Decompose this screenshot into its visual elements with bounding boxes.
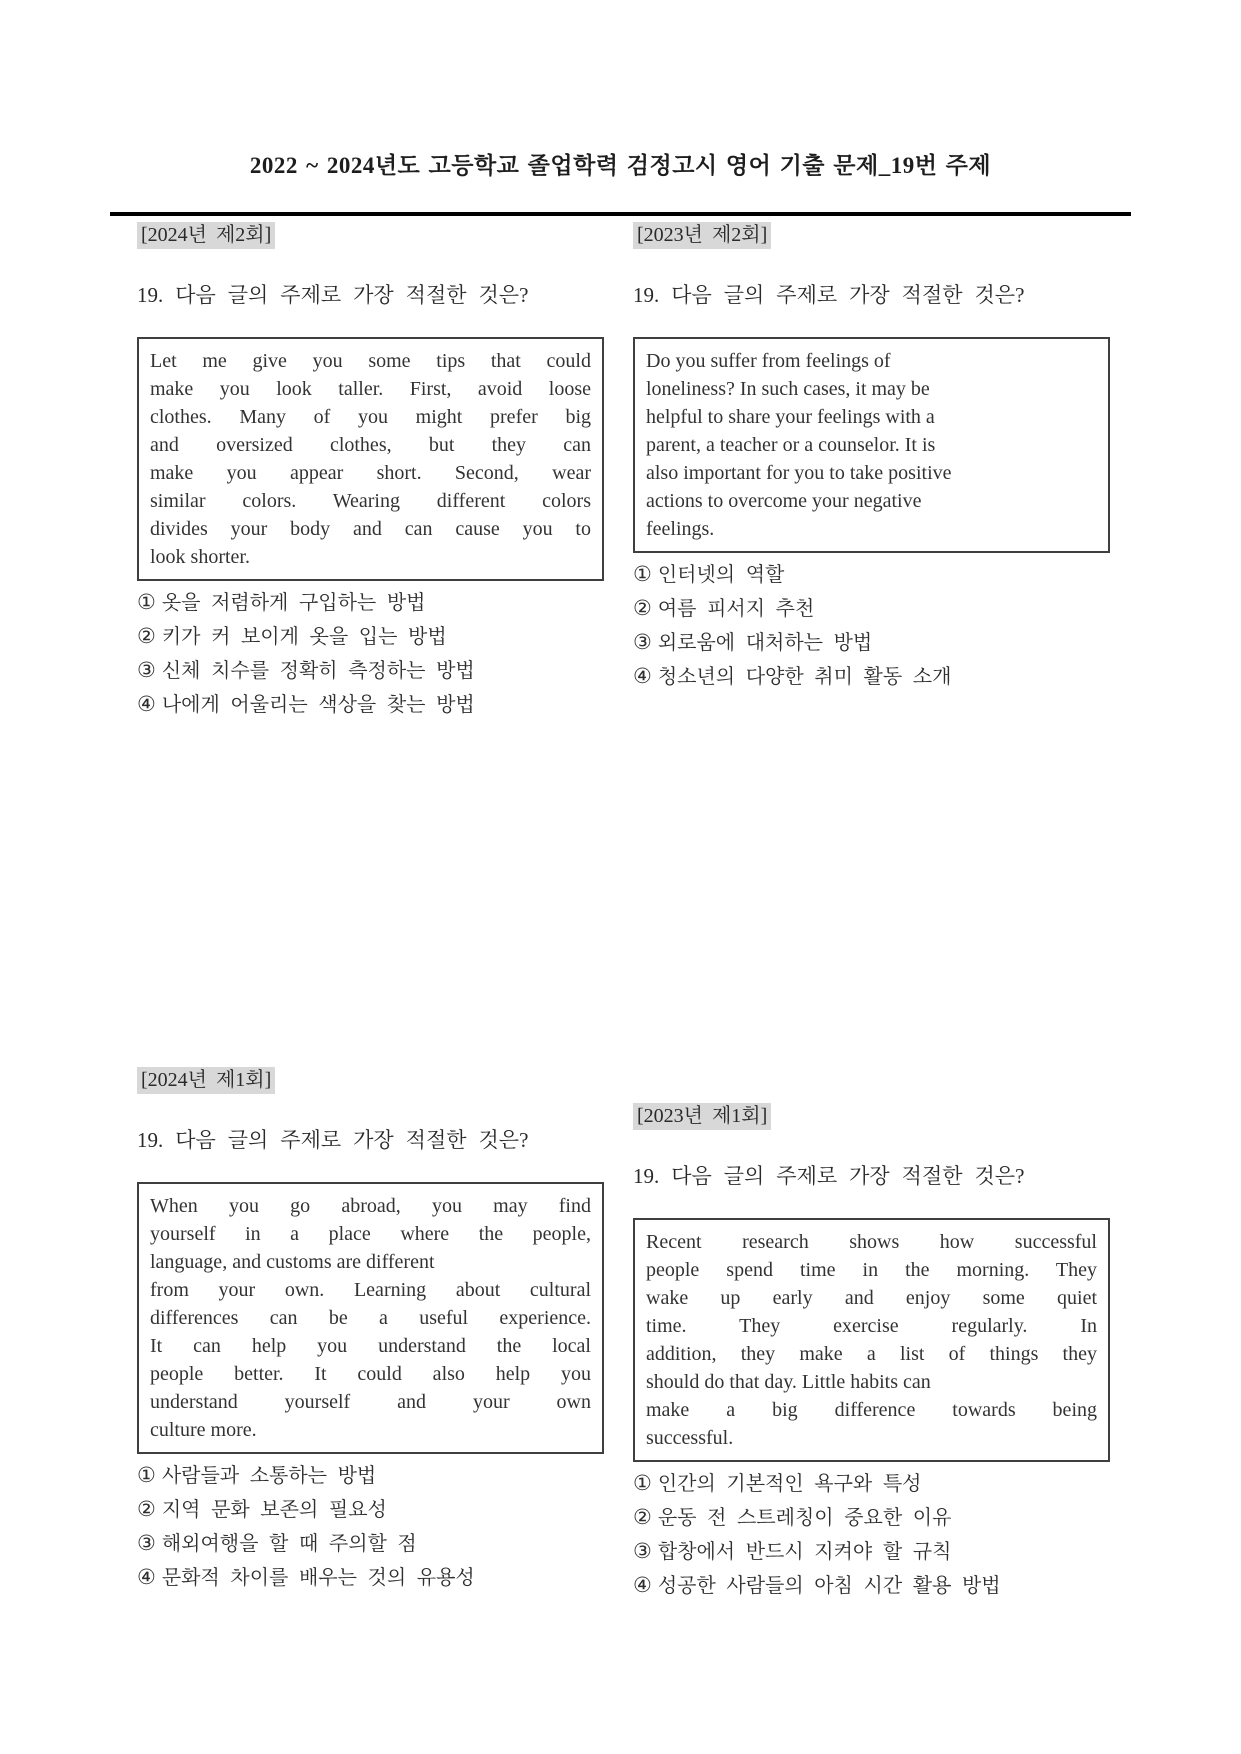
- option-text: 여름 피서지 추천: [657, 598, 815, 620]
- passage-line: make you appear short. Second, wear: [150, 462, 591, 484]
- option-text: 인간의 기본적인 욕구와 특성: [657, 1473, 922, 1495]
- option-text: 사람들과 소통하는 방법: [161, 1465, 377, 1487]
- passage-line: from your own. Learning about cultural: [150, 1279, 591, 1301]
- exam-round-label: [2023년 제2회]: [633, 222, 771, 249]
- option-text: 합창에서 반드시 지켜야 할 규칙: [657, 1541, 952, 1563]
- option-item: [633, 592, 1110, 626]
- passage-line: Let me give you some tips that could: [150, 350, 591, 372]
- passage-line: time. They exercise regularly. In: [646, 1315, 1097, 1337]
- option-text: 신체 치수를 정확히 측정하는 방법: [161, 660, 475, 682]
- option-number-icon: ③: [137, 1531, 156, 1555]
- passage-box: [633, 1218, 1110, 1462]
- exam-section-2024-round2: [137, 222, 604, 722]
- passage-line: addition, they make a list of things they: [646, 1343, 1097, 1365]
- option-item: [633, 1569, 1110, 1603]
- option-item: [633, 558, 1110, 592]
- option-item: [137, 1459, 604, 1493]
- option-number-icon: ②: [137, 624, 156, 648]
- passage-line: feelings.: [646, 518, 715, 540]
- option-text: 문화적 차이를 배우는 것의 유용성: [161, 1567, 475, 1589]
- option-text: 나에게 어울리는 색상을 찾는 방법: [161, 694, 475, 716]
- option-item: [137, 1493, 604, 1527]
- passage-line: look shorter.: [150, 546, 250, 568]
- option-number-icon: ④: [137, 1565, 156, 1589]
- page-title: 2022 ~ 2024년도 고등학교 졸업학력 검정고시 영어 기출 문제_19번 주제: [249, 153, 992, 178]
- option-item: [633, 1535, 1110, 1569]
- passage-line: parent, a teacher or a counselor. It is: [646, 434, 936, 456]
- passage-box: [633, 337, 1110, 553]
- option-number-icon: ①: [137, 590, 156, 614]
- option-item: [137, 1561, 604, 1595]
- passage-line: make you look taller. First, avoid loose: [150, 378, 591, 400]
- passage-line: actions to overcome your negative: [646, 490, 922, 512]
- option-number-icon: ②: [633, 596, 652, 620]
- option-item: [137, 1527, 604, 1561]
- exam-section-2024-round1: [137, 1067, 604, 1595]
- passage-line: wake up early and enjoy some quiet: [646, 1287, 1097, 1309]
- passage-line: also important for you to take positive: [646, 462, 952, 484]
- passage-line: helpful to share your feelings with a: [646, 406, 935, 428]
- option-number-icon: ②: [137, 1497, 156, 1521]
- option-number-icon: ②: [633, 1505, 652, 1529]
- passage-line: and oversized clothes, but they can: [150, 434, 591, 456]
- options-list: [137, 586, 604, 722]
- question-text: 19. 다음 글의 주제로 가장 적절한 것은?: [633, 283, 1025, 307]
- option-item: [633, 660, 1110, 694]
- passage-line: culture more.: [150, 1419, 257, 1441]
- exam-round-label: [2024년 제2회]: [137, 222, 275, 249]
- exam-section-2023-round2: [633, 222, 1110, 694]
- passage-line: understand yourself and your own: [150, 1391, 591, 1413]
- option-number-icon: ①: [633, 562, 652, 586]
- exam-round-label: [2023년 제1회]: [633, 1103, 771, 1130]
- exam-round-label: [2024년 제1회]: [137, 1067, 275, 1094]
- passage-line: successful.: [646, 1427, 734, 1449]
- passage-line: yourself in a place where the people,: [150, 1223, 591, 1245]
- passage-line: divides your body and can cause you to: [150, 518, 591, 540]
- option-number-icon: ①: [633, 1471, 652, 1495]
- option-text: 외로움에 대처하는 방법: [657, 632, 873, 654]
- option-text: 인터넷의 역할: [657, 564, 785, 586]
- option-text: 옷을 저렴하게 구입하는 방법: [161, 592, 426, 614]
- exam-section-2023-round1: [633, 1103, 1110, 1603]
- passage-line: differences can be a useful experience.: [150, 1307, 591, 1329]
- passage-line: When you go abroad, you may find: [150, 1195, 591, 1217]
- passage-line: similar colors. Wearing different colors: [150, 490, 591, 512]
- option-number-icon: ④: [137, 692, 156, 716]
- option-item: [137, 688, 604, 722]
- passage-line: make a big difference towards being: [646, 1399, 1097, 1421]
- passage-line: clothes. Many of you might prefer big: [150, 406, 591, 428]
- option-item: [633, 626, 1110, 660]
- option-text: 성공한 사람들의 아침 시간 활용 방법: [657, 1575, 1001, 1597]
- option-text: 해외여행을 할 때 주의할 점: [161, 1533, 417, 1555]
- passage-line: loneliness? In such cases, it may be: [646, 378, 930, 400]
- option-number-icon: ④: [633, 1573, 652, 1597]
- passage-line: Recent research shows how successful: [646, 1231, 1097, 1253]
- passage-line: language, and customs are different: [150, 1251, 435, 1273]
- question-text: 19. 다음 글의 주제로 가장 적절한 것은?: [137, 1128, 529, 1152]
- option-item: [633, 1501, 1110, 1535]
- passage-line: people better. It could also help you: [150, 1363, 591, 1385]
- option-number-icon: ③: [137, 658, 156, 682]
- passage-line: people spend time in the morning. They: [646, 1259, 1097, 1281]
- options-list: [633, 558, 1110, 694]
- question-text: 19. 다음 글의 주제로 가장 적절한 것은?: [633, 1164, 1025, 1188]
- option-number-icon: ③: [633, 630, 652, 654]
- option-text: 키가 커 보이게 옷을 입는 방법: [161, 626, 447, 648]
- option-number-icon: ④: [633, 664, 652, 688]
- option-item: [137, 654, 604, 688]
- options-list: [633, 1467, 1110, 1603]
- option-text: 운동 전 스트레칭이 중요한 이유: [657, 1507, 952, 1529]
- option-text: 지역 문화 보존의 필요성: [161, 1499, 387, 1521]
- options-list: [137, 1459, 604, 1595]
- passage-line: It can help you understand the local: [150, 1335, 591, 1357]
- option-number-icon: ①: [137, 1463, 156, 1487]
- title-divider-rule: [110, 212, 1131, 216]
- passage-box: [137, 337, 604, 581]
- option-item: [137, 620, 604, 654]
- option-number-icon: ③: [633, 1539, 652, 1563]
- question-text: 19. 다음 글의 주제로 가장 적절한 것은?: [137, 283, 529, 307]
- passage-line: should do that day. Little habits can: [646, 1371, 931, 1393]
- option-text: 청소년의 다양한 취미 활동 소개: [657, 666, 952, 688]
- passage-line: Do you suffer from feelings of: [646, 350, 891, 372]
- option-item: [137, 586, 604, 620]
- passage-box: [137, 1182, 604, 1454]
- option-item: [633, 1467, 1110, 1501]
